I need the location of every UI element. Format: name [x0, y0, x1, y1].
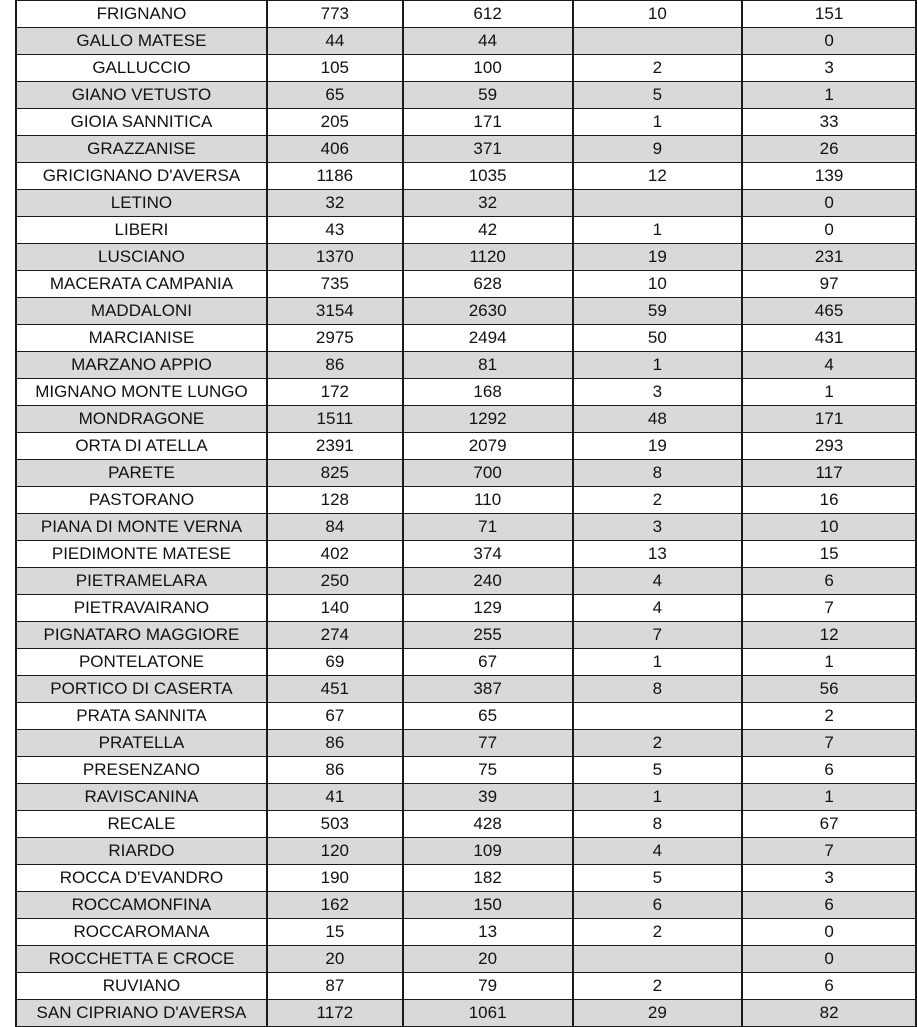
comune-cell: MIGNANO MONTE LUNGO — [16, 379, 267, 406]
comune-cell: PRESENZANO — [16, 757, 267, 784]
col-4-cell — [573, 703, 743, 730]
comune-cell: RIARDO — [16, 838, 267, 865]
col-4-cell: 1 — [573, 784, 743, 811]
table-row — [16, 811, 916, 838]
col-2-cell: 86 — [267, 730, 403, 757]
col-4-cell: 7 — [573, 622, 743, 649]
table-row — [16, 973, 916, 1000]
comune-cell: LUSCIANO — [16, 244, 267, 271]
col-3-cell: 110 — [403, 487, 573, 514]
col-4-cell: 50 — [573, 325, 743, 352]
col-4-cell: 10 — [573, 1, 743, 28]
table-row — [16, 163, 916, 190]
col-2-cell: 735 — [267, 271, 403, 298]
col-2-cell: 86 — [267, 352, 403, 379]
comune-cell: PIANA DI MONTE VERNA — [16, 514, 267, 541]
col-5-cell: 293 — [742, 433, 916, 460]
col-5-cell: 0 — [742, 190, 916, 217]
col-3-cell: 371 — [403, 136, 573, 163]
col-3-cell: 100 — [403, 55, 573, 82]
col-4-cell: 1 — [573, 217, 743, 244]
col-2-cell: 86 — [267, 757, 403, 784]
col-4-cell: 10 — [573, 271, 743, 298]
comune-cell: ROCCAROMANA — [16, 919, 267, 946]
col-2-cell: 205 — [267, 109, 403, 136]
col-5-cell: 117 — [742, 460, 916, 487]
table-row — [16, 757, 916, 784]
table-row — [16, 406, 916, 433]
col-4-cell: 1 — [573, 109, 743, 136]
col-2-cell: 451 — [267, 676, 403, 703]
col-3-cell: 75 — [403, 757, 573, 784]
col-2-cell: 67 — [267, 703, 403, 730]
col-2-cell: 274 — [267, 622, 403, 649]
comune-cell: PASTORANO — [16, 487, 267, 514]
col-2-cell: 3154 — [267, 298, 403, 325]
table-row — [16, 325, 916, 352]
col-2-cell: 105 — [267, 55, 403, 82]
table-row — [16, 514, 916, 541]
comune-cell: PARETE — [16, 460, 267, 487]
col-5-cell: 16 — [742, 487, 916, 514]
table-body — [16, 1, 916, 1027]
table-row — [16, 487, 916, 514]
comune-cell: GIOIA SANNITICA — [16, 109, 267, 136]
comune-cell: PIETRAVAIRANO — [16, 595, 267, 622]
col-4-cell: 3 — [573, 514, 743, 541]
col-5-cell: 67 — [742, 811, 916, 838]
comune-cell: RECALE — [16, 811, 267, 838]
table-row — [16, 784, 916, 811]
col-5-cell: 10 — [742, 514, 916, 541]
col-2-cell: 406 — [267, 136, 403, 163]
table-row — [16, 433, 916, 460]
col-4-cell: 8 — [573, 460, 743, 487]
col-3-cell: 387 — [403, 676, 573, 703]
table-row — [16, 703, 916, 730]
table-row — [16, 379, 916, 406]
col-2-cell: 402 — [267, 541, 403, 568]
col-2-cell: 2975 — [267, 325, 403, 352]
table-row — [16, 892, 916, 919]
col-4-cell — [573, 28, 743, 55]
col-4-cell: 4 — [573, 568, 743, 595]
col-5-cell: 6 — [742, 892, 916, 919]
col-4-cell: 5 — [573, 757, 743, 784]
table-row — [16, 730, 916, 757]
comune-cell: GIANO VETUSTO — [16, 82, 267, 109]
col-3-cell: 2630 — [403, 298, 573, 325]
table-row — [16, 595, 916, 622]
table-row — [16, 919, 916, 946]
table-row — [16, 838, 916, 865]
table-row — [16, 1, 916, 28]
col-4-cell: 48 — [573, 406, 743, 433]
col-3-cell: 39 — [403, 784, 573, 811]
col-4-cell: 12 — [573, 163, 743, 190]
table-row — [16, 28, 916, 55]
col-5-cell: 2 — [742, 703, 916, 730]
comune-cell: GALLO MATESE — [16, 28, 267, 55]
col-3-cell: 2079 — [403, 433, 573, 460]
col-2-cell: 87 — [267, 973, 403, 1000]
col-4-cell: 19 — [573, 244, 743, 271]
col-3-cell: 168 — [403, 379, 573, 406]
col-4-cell: 1 — [573, 649, 743, 676]
table-row — [16, 865, 916, 892]
comune-cell: PIETRAMELARA — [16, 568, 267, 595]
col-3-cell: 255 — [403, 622, 573, 649]
col-4-cell: 5 — [573, 82, 743, 109]
table-row — [16, 136, 916, 163]
table-row — [16, 946, 916, 973]
col-3-cell: 182 — [403, 865, 573, 892]
col-3-cell: 109 — [403, 838, 573, 865]
comune-cell: PRATELLA — [16, 730, 267, 757]
col-2-cell: 2391 — [267, 433, 403, 460]
col-5-cell: 231 — [742, 244, 916, 271]
comune-cell: GRICIGNANO D'AVERSA — [16, 163, 267, 190]
col-3-cell: 32 — [403, 190, 573, 217]
col-5-cell: 0 — [742, 217, 916, 244]
comune-cell: PONTELATONE — [16, 649, 267, 676]
col-4-cell: 5 — [573, 865, 743, 892]
table-row — [16, 109, 916, 136]
col-2-cell: 503 — [267, 811, 403, 838]
comune-cell: MACERATA CAMPANIA — [16, 271, 267, 298]
col-3-cell: 79 — [403, 973, 573, 1000]
col-2-cell: 172 — [267, 379, 403, 406]
col-2-cell: 65 — [267, 82, 403, 109]
col-3-cell: 65 — [403, 703, 573, 730]
table-row — [16, 190, 916, 217]
col-5-cell: 465 — [742, 298, 916, 325]
col-3-cell: 13 — [403, 919, 573, 946]
col-3-cell: 240 — [403, 568, 573, 595]
col-2-cell: 128 — [267, 487, 403, 514]
col-4-cell: 29 — [573, 1000, 743, 1027]
col-4-cell: 19 — [573, 433, 743, 460]
col-2-cell: 1511 — [267, 406, 403, 433]
col-4-cell: 2 — [573, 730, 743, 757]
col-5-cell: 4 — [742, 352, 916, 379]
table-row — [16, 1000, 916, 1027]
table-row — [16, 217, 916, 244]
table-row — [16, 460, 916, 487]
col-3-cell: 374 — [403, 541, 573, 568]
col-4-cell — [573, 190, 743, 217]
col-5-cell: 56 — [742, 676, 916, 703]
comune-cell: FRIGNANO — [16, 1, 267, 28]
col-4-cell: 6 — [573, 892, 743, 919]
col-5-cell: 6 — [742, 973, 916, 1000]
col-5-cell: 6 — [742, 757, 916, 784]
col-2-cell: 162 — [267, 892, 403, 919]
col-5-cell: 1 — [742, 784, 916, 811]
col-5-cell: 12 — [742, 622, 916, 649]
col-4-cell: 4 — [573, 838, 743, 865]
col-3-cell: 81 — [403, 352, 573, 379]
col-5-cell: 6 — [742, 568, 916, 595]
col-5-cell: 33 — [742, 109, 916, 136]
col-5-cell: 7 — [742, 838, 916, 865]
col-5-cell: 431 — [742, 325, 916, 352]
col-4-cell: 13 — [573, 541, 743, 568]
col-3-cell: 44 — [403, 28, 573, 55]
col-3-cell: 612 — [403, 1, 573, 28]
col-4-cell: 8 — [573, 676, 743, 703]
table-row — [16, 622, 916, 649]
col-5-cell: 7 — [742, 730, 916, 757]
comune-cell: LIBERI — [16, 217, 267, 244]
col-5-cell: 82 — [742, 1000, 916, 1027]
table-row — [16, 568, 916, 595]
col-2-cell: 44 — [267, 28, 403, 55]
col-4-cell: 1 — [573, 352, 743, 379]
col-4-cell: 2 — [573, 55, 743, 82]
col-5-cell: 1 — [742, 649, 916, 676]
col-5-cell: 15 — [742, 541, 916, 568]
col-5-cell: 139 — [742, 163, 916, 190]
col-5-cell: 171 — [742, 406, 916, 433]
col-2-cell: 20 — [267, 946, 403, 973]
col-2-cell: 1370 — [267, 244, 403, 271]
col-5-cell: 1 — [742, 82, 916, 109]
col-4-cell: 8 — [573, 811, 743, 838]
col-3-cell: 20 — [403, 946, 573, 973]
col-4-cell: 2 — [573, 487, 743, 514]
col-4-cell: 3 — [573, 379, 743, 406]
comune-cell: ORTA DI ATELLA — [16, 433, 267, 460]
col-3-cell: 77 — [403, 730, 573, 757]
col-5-cell: 26 — [742, 136, 916, 163]
comune-cell: PRATA SANNITA — [16, 703, 267, 730]
col-4-cell: 59 — [573, 298, 743, 325]
col-5-cell: 3 — [742, 55, 916, 82]
col-3-cell: 150 — [403, 892, 573, 919]
col-3-cell: 1120 — [403, 244, 573, 271]
table-row — [16, 55, 916, 82]
comune-cell: ROCCAMONFINA — [16, 892, 267, 919]
col-2-cell: 84 — [267, 514, 403, 541]
data-table — [15, 0, 917, 1027]
col-2-cell: 32 — [267, 190, 403, 217]
comune-cell: PIGNATARO MAGGIORE — [16, 622, 267, 649]
col-4-cell: 2 — [573, 973, 743, 1000]
col-3-cell: 700 — [403, 460, 573, 487]
col-2-cell: 773 — [267, 1, 403, 28]
col-5-cell: 7 — [742, 595, 916, 622]
comune-cell: MONDRAGONE — [16, 406, 267, 433]
comune-cell: RUVIANO — [16, 973, 267, 1000]
col-5-cell: 1 — [742, 379, 916, 406]
comune-cell: GALLUCCIO — [16, 55, 267, 82]
comune-cell: PORTICO DI CASERTA — [16, 676, 267, 703]
col-2-cell: 190 — [267, 865, 403, 892]
table-row — [16, 244, 916, 271]
col-5-cell: 0 — [742, 28, 916, 55]
col-3-cell: 42 — [403, 217, 573, 244]
col-2-cell: 43 — [267, 217, 403, 244]
table-row — [16, 352, 916, 379]
col-5-cell: 97 — [742, 271, 916, 298]
comune-cell: SAN CIPRIANO D'AVERSA — [16, 1000, 267, 1027]
comune-cell: PIEDIMONTE MATESE — [16, 541, 267, 568]
comune-cell: LETINO — [16, 190, 267, 217]
comune-cell: MADDALONI — [16, 298, 267, 325]
col-3-cell: 2494 — [403, 325, 573, 352]
col-3-cell: 1035 — [403, 163, 573, 190]
col-4-cell: 9 — [573, 136, 743, 163]
comune-cell: ROCCHETTA E CROCE — [16, 946, 267, 973]
col-3-cell: 59 — [403, 82, 573, 109]
col-4-cell: 4 — [573, 595, 743, 622]
comune-cell: MARZANO APPIO — [16, 352, 267, 379]
col-2-cell: 825 — [267, 460, 403, 487]
col-3-cell: 428 — [403, 811, 573, 838]
table-row — [16, 271, 916, 298]
comune-cell: RAVISCANINA — [16, 784, 267, 811]
table-row — [16, 649, 916, 676]
col-2-cell: 41 — [267, 784, 403, 811]
table-row — [16, 541, 916, 568]
comune-cell: GRAZZANISE — [16, 136, 267, 163]
col-4-cell: 2 — [573, 919, 743, 946]
col-3-cell: 1061 — [403, 1000, 573, 1027]
col-3-cell: 67 — [403, 649, 573, 676]
col-2-cell: 1172 — [267, 1000, 403, 1027]
col-2-cell: 1186 — [267, 163, 403, 190]
col-4-cell — [573, 946, 743, 973]
comune-cell: ROCCA D'EVANDRO — [16, 865, 267, 892]
col-2-cell: 140 — [267, 595, 403, 622]
col-5-cell: 3 — [742, 865, 916, 892]
col-2-cell: 69 — [267, 649, 403, 676]
col-3-cell: 628 — [403, 271, 573, 298]
col-2-cell: 250 — [267, 568, 403, 595]
col-3-cell: 171 — [403, 109, 573, 136]
col-5-cell: 0 — [742, 946, 916, 973]
col-2-cell: 15 — [267, 919, 403, 946]
col-3-cell: 71 — [403, 514, 573, 541]
col-5-cell: 0 — [742, 919, 916, 946]
col-3-cell: 1292 — [403, 406, 573, 433]
comune-cell: MARCIANISE — [16, 325, 267, 352]
table-row — [16, 82, 916, 109]
table-row — [16, 676, 916, 703]
col-2-cell: 120 — [267, 838, 403, 865]
col-3-cell: 129 — [403, 595, 573, 622]
col-5-cell: 151 — [742, 1, 916, 28]
table-row — [16, 298, 916, 325]
